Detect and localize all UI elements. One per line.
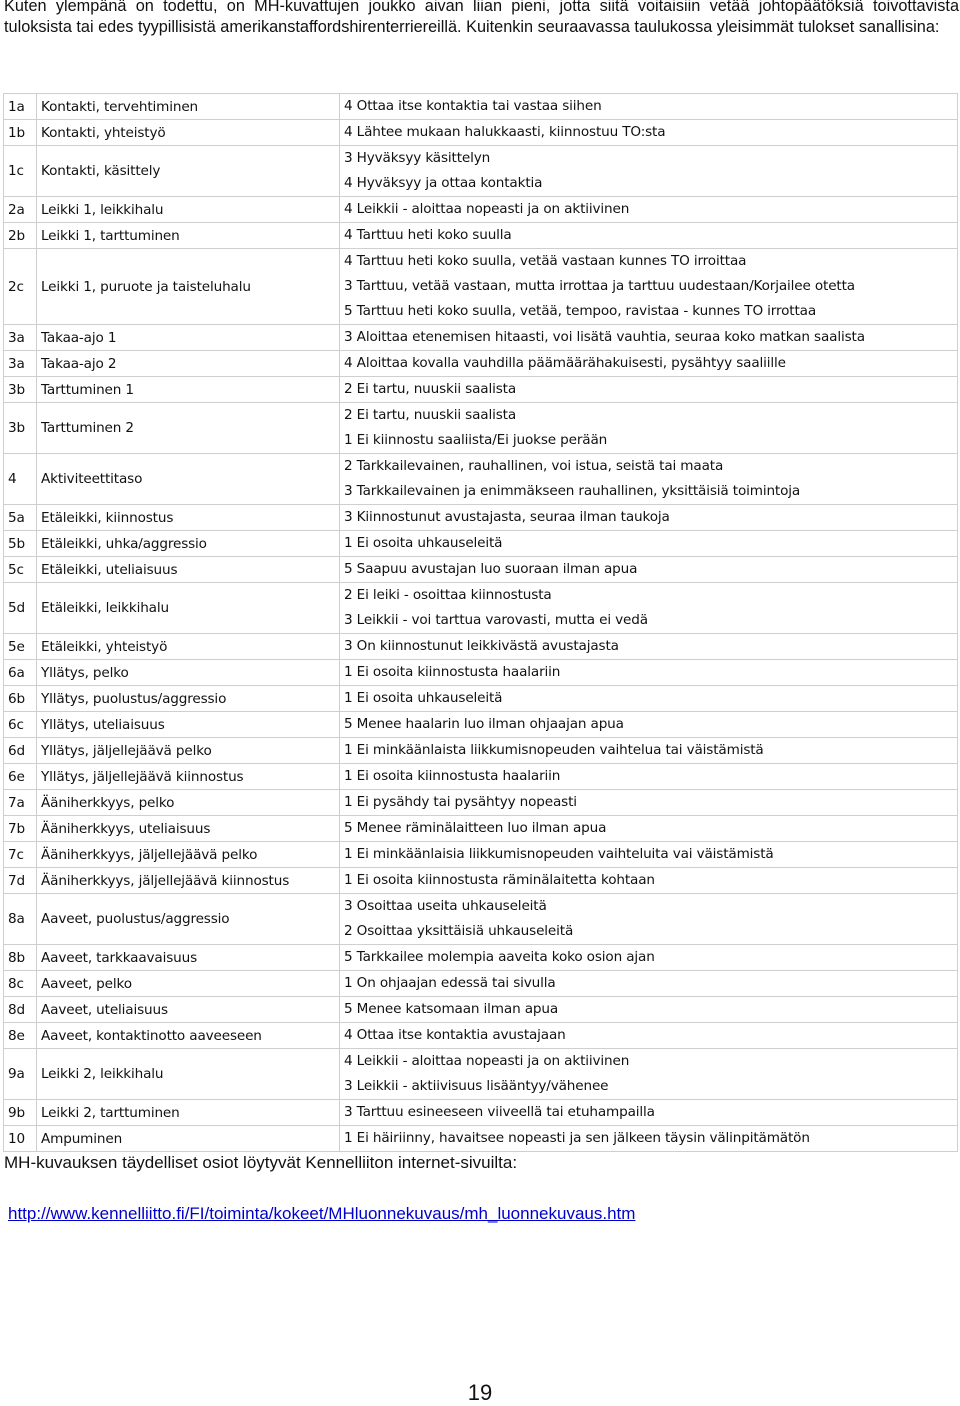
table-row [4,945,958,971]
result-line: 3 Leikkii - aktiivisuus lisääntyy/vähenee [344,1078,609,1094]
row-trait: Tarttuminen 2 [37,403,340,454]
result-line: 4 Leikkii - aloittaa nopeasti ja on aktiivinen [344,201,630,217]
result-line: 3 Osoittaa useita uhkauseleitä [344,898,547,914]
row-results [340,1100,958,1126]
table-row [4,660,958,686]
row-trait: Ampuminen [37,1126,340,1152]
row-trait: Leikki 2, tarttuminen [37,1100,340,1126]
result-line: 3 On kiinnostunut leikkivästä avustajasta [344,638,619,654]
row-trait: Leikki 1, leikkihalu [37,197,340,223]
table-row [4,816,958,842]
table-row [4,557,958,583]
result-line: 4 Ottaa itse kontaktia avustajaan [344,1027,566,1043]
row-trait: Etäleikki, kiinnostus [37,505,340,531]
table-row [4,583,958,634]
result-line: 1 Ei minkäänlaista liikkumisnopeuden vaihtelua tai väistämistä [344,742,764,758]
result-line: 4 Lähtee mukaan halukkaasti, kiinnostuu TO:sta [344,124,666,140]
row-results [340,325,958,351]
row-code: 8e [4,1023,37,1049]
result-line: 1 Ei häiriinny, havaitsee nopeasti ja sen jälkeen täysin välinpitämätön [344,1130,810,1146]
result-line: 5 Tarkkailee molempia aaveita koko osion ajan [344,949,655,965]
result-line: 4 Aloittaa kovalla vauhdilla päämäärähakuisesti, pysähtyy saaliille [344,355,786,371]
result-line: 3 Hyväksyy käsittelyn [344,150,491,166]
row-trait: Ääniherkkyys, jäljellejäävä kiinnostus [37,868,340,894]
table-row [4,634,958,660]
row-results [340,583,958,634]
row-code: 6c [4,712,37,738]
row-trait: Leikki 1, tarttuminen [37,223,340,249]
row-code: 3a [4,351,37,377]
row-code: 7b [4,816,37,842]
row-trait: Yllätys, uteliaisuus [37,712,340,738]
row-trait: Etäleikki, yhteistyö [37,634,340,660]
row-code: 2a [4,197,37,223]
table-row [4,505,958,531]
result-line: 4 Tarttuu heti koko suulla [344,227,512,243]
row-results [340,94,958,120]
table-row [4,249,958,325]
row-results [340,712,958,738]
row-trait: Aaveet, kontaktinotto aaveeseen [37,1023,340,1049]
row-code: 3b [4,377,37,403]
row-trait: Aaveet, uteliaisuus [37,997,340,1023]
row-code: 5c [4,557,37,583]
row-code: 6e [4,764,37,790]
row-code: 2c [4,249,37,325]
row-results [340,454,958,505]
table-row [4,997,958,1023]
page-number: 19 [467,1380,493,1405]
row-code: 5d [4,583,37,634]
row-trait: Yllätys, jäljellejäävä kiinnostus [37,764,340,790]
result-line: 1 Ei osoita kiinnostusta räminälaitetta kohtaan [344,872,655,888]
row-code: 6b [4,686,37,712]
row-trait: Aaveet, pelko [37,971,340,997]
row-results [340,816,958,842]
row-trait: Ääniherkkyys, uteliaisuus [37,816,340,842]
table-row [4,377,958,403]
row-code: 1a [4,94,37,120]
row-code: 4 [4,454,37,505]
footer-text: MH-kuvauksen täydelliset osiot löytyvät Kennelliiton internet-sivuilta: [4,1153,518,1172]
row-trait: Tarttuminen 1 [37,377,340,403]
row-results [340,945,958,971]
table-row [4,403,958,454]
result-line: 3 Kiinnostunut avustajasta, seuraa ilman taukoja [344,509,670,525]
intro-paragraph: Kuten ylempänä on todettu, on MH-kuvattujen joukko aivan liian pieni, jotta siitä voitaisiin vetää johtopäätöksiä toivottavista tuloksista tai edes tyypillisistä amerikanstaffordshirenterriereillä. Kuitenkin seuraavassa taulukossa yleisimmät tulokset sanallisina: [4,0,959,36]
table-row [4,146,958,197]
row-code: 8c [4,971,37,997]
result-line: 3 Tarttuu esineeseen viiveellä tai etuhampailla [344,1104,655,1120]
results-table [3,93,958,1152]
result-line: 1 Ei minkäänlaisia liikkumisnopeuden vaihteluita vai väistämistä [344,846,774,862]
result-line: 3 Tarttuu, vetää vastaan, mutta irrottaa ja tarttuu uudestaan/Korjailee otetta [344,278,855,294]
table-row [4,94,958,120]
row-code: 8d [4,997,37,1023]
result-line: 4 Ottaa itse kontaktia tai vastaa siihen [344,98,602,114]
row-results [340,1023,958,1049]
row-code: 8b [4,945,37,971]
row-results [340,223,958,249]
row-results [340,146,958,197]
row-trait: Aaveet, tarkkaavaisuus [37,945,340,971]
row-results [340,764,958,790]
row-code: 8a [4,894,37,945]
table-row [4,531,958,557]
result-line: 5 Menee katsomaan ilman apua [344,1001,559,1017]
result-line: 1 Ei osoita kiinnostusta haalariin [344,664,561,680]
result-line: 5 Saapuu avustajan luo suoraan ilman apua [344,561,638,577]
result-line: 1 Ei pysähdy tai pysähtyy nopeasti [344,794,577,810]
table-row [4,738,958,764]
row-results [340,997,958,1023]
table-row [4,868,958,894]
row-results [340,531,958,557]
result-line: 2 Tarkkailevainen, rauhallinen, voi istua, seistä tai maata [344,458,724,474]
row-trait: Takaa-ajo 2 [37,351,340,377]
table-row [4,1126,958,1152]
table-row [4,325,958,351]
row-results [340,634,958,660]
table-row [4,351,958,377]
row-code: 1b [4,120,37,146]
table-row [4,971,958,997]
row-results [340,377,958,403]
row-results [340,249,958,325]
row-trait: Aaveet, puolustus/aggressio [37,894,340,945]
row-results [340,842,958,868]
result-line: 3 Leikkii - voi tarttua varovasti, mutta ei vedä [344,612,648,628]
row-results [340,686,958,712]
result-line: 3 Tarkkailevainen ja enimmäkseen rauhallinen, yksittäisiä toimintoja [344,483,801,499]
table-row [4,1023,958,1049]
row-code: 9b [4,1100,37,1126]
row-results [340,971,958,997]
table-row [4,894,958,945]
row-results [340,120,958,146]
row-trait: Etäleikki, leikkihalu [37,583,340,634]
row-results [340,738,958,764]
result-line: 1 Ei osoita uhkauseleitä [344,535,503,551]
row-code: 10 [4,1126,37,1152]
result-line: 4 Leikkii - aloittaa nopeasti ja on aktiivinen [344,1053,630,1069]
row-code: 9a [4,1049,37,1100]
row-code: 7a [4,790,37,816]
result-line: 1 Ei kiinnostu saaliista/Ei juokse perään [344,432,608,448]
table-row [4,790,958,816]
result-line: 5 Menee haalarin luo ilman ohjaajan apua [344,716,624,732]
table-row [4,764,958,790]
row-results [340,403,958,454]
result-line: 1 Ei osoita uhkauseleitä [344,690,503,706]
result-line: 5 Menee räminälaitteen luo ilman apua [344,820,607,836]
row-results [340,505,958,531]
row-results [340,1126,958,1152]
row-trait: Ääniherkkyys, jäljellejäävä pelko [37,842,340,868]
row-results [340,660,958,686]
table-row [4,223,958,249]
row-code: 2b [4,223,37,249]
table-row [4,454,958,505]
row-trait: Yllätys, jäljellejäävä pelko [37,738,340,764]
result-line: 2 Ei tartu, nuuskii saalista [344,381,517,397]
row-trait: Takaa-ajo 1 [37,325,340,351]
table-row [4,120,958,146]
row-code: 7d [4,868,37,894]
row-code: 7c [4,842,37,868]
row-code: 6a [4,660,37,686]
row-code: 6d [4,738,37,764]
row-code: 1c [4,146,37,197]
table-row [4,712,958,738]
result-line: 3 Aloittaa etenemisen hitaasti, voi lisätä vauhtia, seuraa koko matkan saalista [344,329,865,345]
row-trait: Etäleikki, uhka/aggressio [37,531,340,557]
row-code: 3b [4,403,37,454]
kennelliitto-link[interactable]: http://www.kennelliitto.fi/FI/toiminta/kokeet/MHluonnekuvaus/mh_luonnekuvaus.htm [8,1204,636,1223]
row-trait: Etäleikki, uteliaisuus [37,557,340,583]
row-results [340,894,958,945]
result-line: 2 Ei leiki - osoittaa kiinnostusta [344,587,552,603]
result-line: 2 Ei tartu, nuuskii saalista [344,407,517,423]
row-code: 5a [4,505,37,531]
row-trait: Leikki 2, leikkihalu [37,1049,340,1100]
row-trait: Ääniherkkyys, pelko [37,790,340,816]
table-row [4,1100,958,1126]
table-row [4,197,958,223]
row-results [340,351,958,377]
row-results [340,790,958,816]
row-trait: Leikki 1, puruote ja taisteluhalu [37,249,340,325]
result-line: 4 Tarttuu heti koko suulla, vetää vastaan kunnes TO irroittaa [344,253,747,269]
row-results [340,197,958,223]
result-line: 5 Tarttuu heti koko suulla, vetää, tempoo, ravistaa - kunnes TO irrottaa [344,303,817,319]
row-trait: Yllätys, puolustus/aggressio [37,686,340,712]
row-results [340,1049,958,1100]
row-code: 5e [4,634,37,660]
result-line: 1 On ohjaajan edessä tai sivulla [344,975,556,991]
table-row [4,842,958,868]
result-line: 1 Ei osoita kiinnostusta haalariin [344,768,561,784]
row-trait: Yllätys, pelko [37,660,340,686]
row-trait: Kontakti, tervehtiminen [37,94,340,120]
row-trait: Kontakti, yhteistyö [37,120,340,146]
row-trait: Kontakti, käsittely [37,146,340,197]
result-line: 4 Hyväksyy ja ottaa kontaktia [344,175,543,191]
row-code: 5b [4,531,37,557]
row-results [340,557,958,583]
result-line: 2 Osoittaa yksittäisiä uhkauseleitä [344,923,574,939]
row-code: 3a [4,325,37,351]
row-trait: Aktiviteettitaso [37,454,340,505]
table-row [4,686,958,712]
table-row [4,1049,958,1100]
row-results [340,868,958,894]
